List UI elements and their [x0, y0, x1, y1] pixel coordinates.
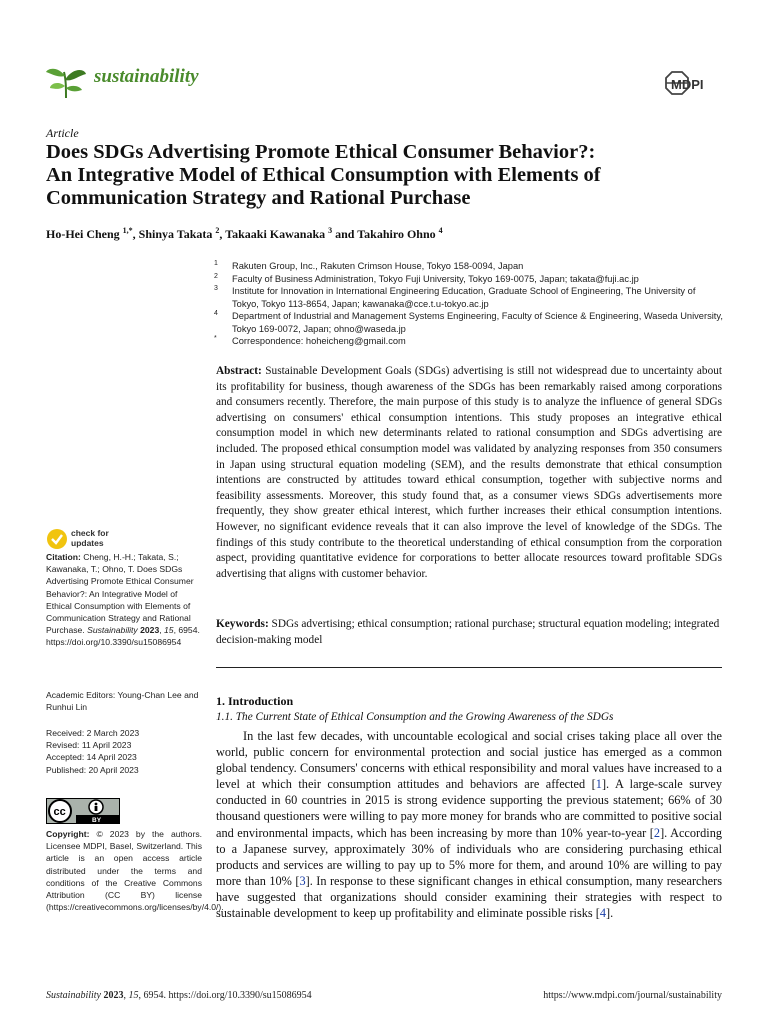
reference-link[interactable]: 4 — [599, 906, 607, 921]
publication-dates — [46, 727, 202, 776]
check-updates-icon — [46, 528, 68, 550]
author-list: Ho-Hei Cheng $^{1,*}$, Shinya Takata $^2$, Takaaki Kawanaka $^3$ and Takahiro Ohno $^4$ — [46, 226, 443, 241]
journal-logo-icon — [44, 62, 88, 100]
citation-block: Citation: Cheng, H.-H.; Takata, S.; Kawanaka, T.; Ohno, T. Does SDGs Advertising Promote Ethical Consumer Behavior?: An Integrative Model of Ethical Consumption with Elements of Communication Strategy and Rational Purchase. Sustainability 2023, 15, 6954. https://doi.org/10.3390/su15086954 — [46, 552, 200, 648]
author-affiliation-mark: 1,* — [122, 226, 133, 235]
affiliation-list — [214, 260, 724, 348]
keywords — [216, 617, 722, 648]
title-line: An Integrative Model of Ethical Consumption with Elements of — [46, 164, 601, 186]
cc-by-license-icon[interactable] — [46, 798, 120, 824]
affiliation-item: 3 Institute for Innovation in International Engineering Education, Graduate School of Engineering, The University of Tokyo, Tokyo 113-8654, Japan; kawanaka@cce.t.u-tokyo.ac.jp — [214, 285, 696, 309]
author-name[interactable]: Ho-Hei Cheng — [46, 227, 120, 241]
author-affiliation-mark: 4 — [438, 226, 443, 235]
copyright-text: © 2023 by the authors. Licensee MDPI, Basel, Switzerland. This article is an open access article distributed under the terms and conditions of the Creative Commons Attribution (CC BY) license (https://creativecommons.org/licenses/by/4.0/). — [46, 829, 224, 913]
section-divider — [216, 667, 722, 668]
abstract-text: Sustainable Development Goals (SDGs) advertising is still not widespread due to uncertainty about its profitability for business, though awareness of the SDGs has been remarkably raised among corporations and consumers recently. Therefore, the main purpose of this study is to analyze the influence of general SDGs advertising on consumers' ethical consumption intentions. This study proposes an integrative ethical consumption model in which new determinants related to rational consumption and SDGs advertising are included. The proposed ethical consumption model was validated by analyzing responses from 350 consumers in Japan using structural equation modeling (SEM), and the results demonstrate that ethical consumption intentions are constructed by attitudes toward ethical consumption, together with subjective norms and feasibility assessments. Moreover, this study found that, as a consumer views SDGs advertisements more frequently, they show greater ethical interest, which further increases their ethical consumption intentions. However, no significant evidence reveals that it can also improve the level of knowledge of the SDGs. The findings of this study contribute to the theoretical understanding of ethical consumption from the corporation aspect, providing quantitative evidence for corporations to better allocate resources toward profitable SDGs advertising that aligns with customer behavior. — [216, 365, 722, 580]
title-line: Communication Strategy and Rational Purchase — [46, 187, 471, 209]
copyright-label: Copyright: — [46, 829, 90, 839]
reference-link[interactable]: 2 — [653, 825, 661, 840]
date-accepted: Accepted: 14 April 2023 — [46, 752, 137, 763]
citation-label: Citation: — [46, 552, 81, 562]
correspondence-item: * Correspondence: hoheicheng@gmail.com — [214, 335, 406, 346]
reference-link[interactable]: 1 — [595, 777, 602, 792]
author-affiliation-mark: 3 — [328, 226, 333, 235]
copyright-block — [46, 828, 224, 913]
affiliation-item: 1 Rakuten Group, Inc., Rakuten Crimson House, Tokyo 158-0094, Japan — [214, 260, 524, 271]
footer-doi-link[interactable]: , 6954. https://doi.org/10.3390/su15086954 — [138, 990, 312, 1001]
journal-name: sustainability — [94, 66, 199, 87]
article-type: Article — [46, 126, 79, 140]
abstract-label: Abstract: — [216, 365, 262, 377]
cc-label: cc — [53, 806, 66, 818]
body-paragraph: In the last few decades, with uncountable ecological and social crises taking place all over the world, public concern for environmental protection and social justice has emerged as a common global tendency. Consumers' concerns with ethical responsibility and moral values have increased to a level at which their consumption attitudes and behaviors are affected [1]. A large-scale survey conducted in 60 countries in 2015 is strong evidence supporting the previous statement; 66% of 30 thousand questioners were willing to pay more money for brands who are committed to positive social and environmental impacts, which has been increasing by more than 10% year-to-year [2]. According to a Japanese survey, approximately 30% of individuals who are considering purchasing ethical products and services are willing to pay up to 5% more for them, and around 10% are willing to pay more than 10% [3]. In response to these significant changes in ethical consumption, many researchers have suggested that organizations should consider examining their strategies with respect to sustainable development to keep up profitability and eliminate possible risks [4]. — [216, 729, 723, 921]
check-for-updates-button[interactable] — [46, 526, 156, 552]
abstract — [216, 364, 722, 582]
mdpi-label: MDPI — [671, 77, 704, 92]
check-updates-line2: updates — [71, 538, 104, 548]
check-updates-line1: check for — [71, 528, 109, 538]
academic-editors: Academic Editors: Young-Chan Lee and Runhui Lin — [46, 690, 199, 713]
affiliation-item: 4 Department of Industrial and Management Systems Engineering, Faculty of Science & Engineering, Waseda University, Tokyo 169-0072, Japan; ohno@waseda.jp — [214, 310, 723, 334]
author-affiliation-mark: 2 — [215, 226, 220, 235]
mdpi-logo-icon — [662, 70, 720, 96]
affiliation-item: 2 Faculty of Business Administration, Tokyo Fuji University, Tokyo 169-0075, Japan; takata@fuji.ac.jp — [214, 272, 639, 284]
author-name[interactable]: Shinya Takata — [138, 227, 213, 241]
keywords-label: Keywords: — [216, 618, 269, 630]
author-name[interactable]: Takahiro Ohno — [357, 227, 436, 241]
date-revised: Revised: 11 April 2023 — [46, 740, 132, 751]
subsection-heading: 1.1. The Current State of Ethical Consumption and the Growing Awareness of the SDGs — [216, 711, 614, 723]
page-title — [46, 141, 726, 210]
by-label: BY — [92, 817, 102, 824]
date-received: Received: 2 March 2023 — [46, 728, 140, 738]
keywords-text: SDGs advertising; ethical consumption; rational purchase; structural equation modeling; integrated decision-making model — [216, 618, 720, 646]
footer-journal-url[interactable]: https://www.mdpi.com/journal/sustainability — [543, 990, 722, 1001]
title-line: Does SDGs Advertising Promote Ethical Consumer Behavior?: — [46, 141, 596, 163]
section-heading: 1. Introduction — [216, 694, 294, 708]
author-name[interactable]: Takaaki Kawanaka — [225, 227, 326, 241]
footer-citation: Sustainability 2023, 15, 6954. https://doi.org/10.3390/su15086954 — [46, 990, 312, 1001]
date-published: Published: 20 April 2023 — [46, 764, 139, 775]
reference-link[interactable]: 3 — [299, 873, 306, 888]
citation-doi[interactable]: , 6954. https://doi.org/10.3390/su15086954 — [46, 625, 200, 648]
